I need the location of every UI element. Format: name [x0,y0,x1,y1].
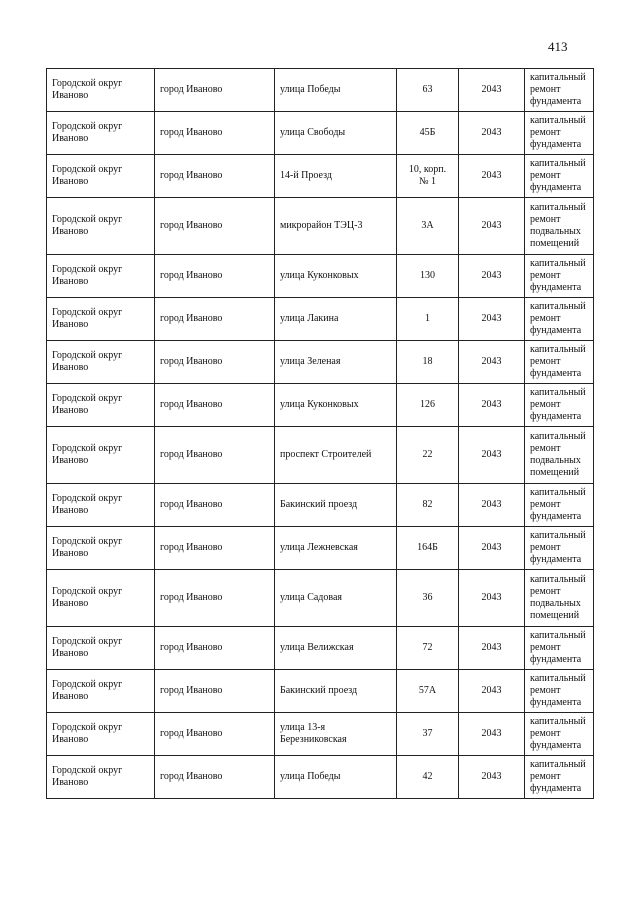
table-row [47,255,594,298]
district-cell: Городской округ Иваново [47,570,155,627]
street-cell: Бакинский проезд [275,670,397,713]
street-cell: улица Победы [275,69,397,112]
work-type-cell: капитальный ремонт фундамента [525,713,594,756]
work-type-cell: капитальный ремонт подвальных помещений [525,570,594,627]
house-number-cell: 57А [397,670,459,713]
city-cell: город Иваново [155,427,275,484]
city-cell: город Иваново [155,527,275,570]
city-cell: город Иваново [155,112,275,155]
page-number: 413 [548,39,568,54]
house-number-cell: 1 [397,298,459,341]
work-type-cell: капитальный ремонт фундамента [525,255,594,298]
work-type-cell: капитальный ремонт фундамента [525,670,594,713]
house-number-cell: 45Б [397,112,459,155]
city-cell: город Иваново [155,198,275,255]
year-cell: 2043 [459,255,525,298]
city-cell: город Иваново [155,384,275,427]
district-cell: Городской округ Иваново [47,756,155,799]
city-cell: город Иваново [155,69,275,112]
street-cell: улица 13-я Березниковская [275,713,397,756]
records-table [46,68,594,799]
year-cell: 2043 [459,570,525,627]
city-cell: город Иваново [155,341,275,384]
table-row [47,427,594,484]
work-type-cell: капитальный ремонт подвальных помещений [525,198,594,255]
year-cell: 2043 [459,713,525,756]
table-row [47,756,594,799]
street-cell: улица Победы [275,756,397,799]
house-number-cell: 3А [397,198,459,255]
street-cell: микрорайон ТЭЦ-3 [275,198,397,255]
street-cell: улица Лежневская [275,527,397,570]
street-cell: улица Куконковых [275,255,397,298]
table-row [47,627,594,670]
district-cell: Городской округ Иваново [47,255,155,298]
district-cell: Городской округ Иваново [47,298,155,341]
year-cell: 2043 [459,198,525,255]
year-cell: 2043 [459,484,525,527]
work-type-cell: капитальный ремонт фундамента [525,384,594,427]
house-number-cell: 63 [397,69,459,112]
street-cell: улица Лакина [275,298,397,341]
city-cell: город Иваново [155,255,275,298]
work-type-cell: капитальный ремонт фундамента [525,527,594,570]
year-cell: 2043 [459,69,525,112]
district-cell: Городской округ Иваново [47,341,155,384]
city-cell: город Иваново [155,484,275,527]
street-cell: улица Велижская [275,627,397,670]
city-cell: город Иваново [155,670,275,713]
work-type-cell: капитальный ремонт фундамента [525,627,594,670]
year-cell: 2043 [459,298,525,341]
city-cell: город Иваново [155,713,275,756]
street-cell: проспект Строителей [275,427,397,484]
table-row [47,527,594,570]
table-row [47,670,594,713]
city-cell: город Иваново [155,570,275,627]
year-cell: 2043 [459,527,525,570]
district-cell: Городской округ Иваново [47,484,155,527]
table-row [47,298,594,341]
district-cell: Городской округ Иваново [47,155,155,198]
work-type-cell: капитальный ремонт фундамента [525,341,594,384]
work-type-cell: капитальный ремонт фундамента [525,298,594,341]
work-type-cell: капитальный ремонт фундамента [525,69,594,112]
district-cell: Городской округ Иваново [47,384,155,427]
district-cell: Городской округ Иваново [47,198,155,255]
house-number-cell: 10, корп. № 1 [397,155,459,198]
work-type-cell: капитальный ремонт фундамента [525,756,594,799]
district-cell: Городской округ Иваново [47,69,155,112]
year-cell: 2043 [459,155,525,198]
year-cell: 2043 [459,384,525,427]
table-row [47,570,594,627]
house-number-cell: 72 [397,627,459,670]
house-number-cell: 130 [397,255,459,298]
house-number-cell: 164Б [397,527,459,570]
year-cell: 2043 [459,670,525,713]
year-cell: 2043 [459,627,525,670]
house-number-cell: 18 [397,341,459,384]
street-cell: 14-й Проезд [275,155,397,198]
district-cell: Городской округ Иваново [47,112,155,155]
city-cell: город Иваново [155,298,275,341]
year-cell: 2043 [459,112,525,155]
table-row [47,341,594,384]
table-body [47,69,594,799]
table-row [47,484,594,527]
district-cell: Городской округ Иваново [47,627,155,670]
work-type-cell: капитальный ремонт фундамента [525,155,594,198]
district-cell: Городской округ Иваново [47,713,155,756]
house-number-cell: 126 [397,384,459,427]
house-number-cell: 36 [397,570,459,627]
house-number-cell: 22 [397,427,459,484]
table-row [47,112,594,155]
district-cell: Городской округ Иваново [47,670,155,713]
street-cell: улица Садовая [275,570,397,627]
house-number-cell: 82 [397,484,459,527]
house-number-cell: 37 [397,713,459,756]
year-cell: 2043 [459,341,525,384]
year-cell: 2043 [459,756,525,799]
city-cell: город Иваново [155,155,275,198]
house-number-cell: 42 [397,756,459,799]
district-cell: Городской округ Иваново [47,527,155,570]
year-cell: 2043 [459,427,525,484]
table-row [47,198,594,255]
work-type-cell: капитальный ремонт подвальных помещений [525,427,594,484]
street-cell: улица Куконковых [275,384,397,427]
table-row [47,384,594,427]
work-type-cell: капитальный ремонт фундамента [525,484,594,527]
street-cell: улица Свободы [275,112,397,155]
district-cell: Городской округ Иваново [47,427,155,484]
street-cell: улица Зеленая [275,341,397,384]
city-cell: город Иваново [155,627,275,670]
table-row [47,69,594,112]
table-row [47,713,594,756]
street-cell: Бакинский проезд [275,484,397,527]
table-row [47,155,594,198]
city-cell: город Иваново [155,756,275,799]
work-type-cell: капитальный ремонт фундамента [525,112,594,155]
